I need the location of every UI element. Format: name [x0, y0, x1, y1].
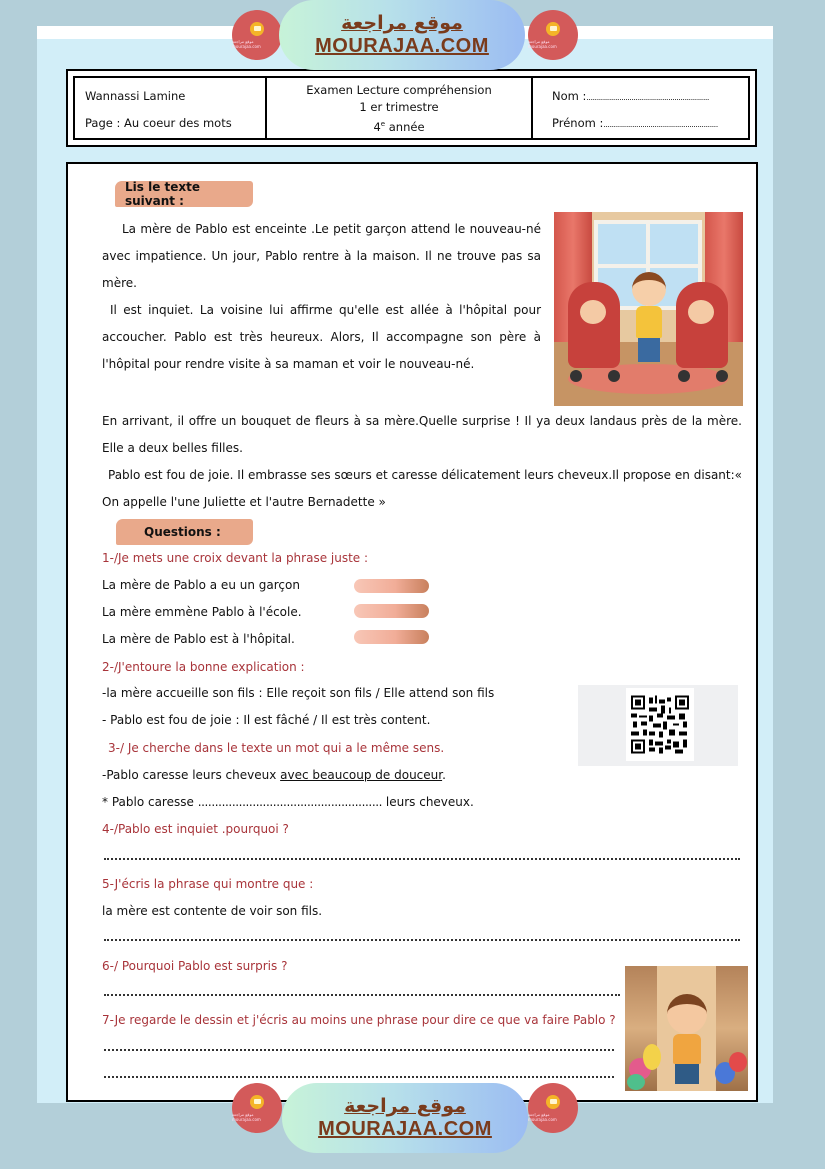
q5-prompt: la mère est contente de voir son fils.: [102, 904, 323, 918]
question-7-title: 7-Je regarde le dessin et j'écris au moins une phrase pour dire ce que va faire Pablo ?: [102, 1013, 616, 1027]
header-teacher-cell: [75, 78, 267, 138]
question-4-title: 4-/Pablo est inquiet .pourquoi ?: [102, 822, 289, 836]
brand-caption: موقع مراجعة mourajaa.com: [528, 1111, 557, 1122]
question-2-title: 2-/J'entoure la bonne explication :: [102, 660, 305, 674]
exam-title: Examen Lecture compréhension: [306, 83, 492, 97]
book-icon: [250, 1095, 264, 1109]
q3-sentence: -Pablo caresse leurs cheveux avec beaucoup de douceur.: [102, 768, 446, 782]
trimester: 1 er trimestre: [359, 100, 439, 114]
brand-arabic-title: موقع مراجعة: [344, 1095, 466, 1117]
brand-caption: موقع مراجعة mourajaa.com: [232, 1111, 261, 1122]
q7-answer-line-2[interactable]: [104, 1076, 614, 1078]
exam-body: [66, 162, 758, 1102]
book-icon: [546, 22, 560, 36]
exam-header: [66, 69, 757, 147]
teacher-name: Wannassi Lamine: [85, 89, 186, 103]
q4-answer-line[interactable]: [104, 858, 740, 860]
q2-item-2[interactable]: - Pablo est fou de joie : Il est fâché / Il est très content.: [102, 713, 431, 727]
brand-caption: موقع مراجعة mourajaa.com: [232, 38, 261, 49]
q3-answer-line[interactable]: * Pablo caresse ...................................................... leurs cheveux.: [102, 795, 474, 809]
header-student-cell: [533, 78, 748, 138]
brand-logo-right-bottom[interactable]: [528, 1083, 578, 1133]
brand-caption: موقع مراجعة mourajaa.com: [528, 38, 557, 49]
reading-paragraph-1: La mère de Pablo est enceinte .Le petit garçon attend le nouveau-né avec impatience. Un jour, Pablo rentre à la maison. Il ne trouve pas sa mère.: [102, 222, 541, 290]
question-3-title: 3-/ Je cherche dans le texte un mot qui a le même sens.: [108, 741, 445, 755]
prenom-field[interactable]: Prénom :........................................................: [552, 116, 718, 130]
twins-strollers-illustration: [554, 212, 743, 406]
reading-paragraph-3: En arrivant, il offre un bouquet de fleurs à sa mère.Quelle surprise ! Il ya deux landaus près de la mère. Elle a deux belles filles.: [102, 414, 742, 455]
q3-underlined-phrase: avec beaucoup de douceur: [280, 768, 443, 782]
brand-arabic-title: موقع مراجعة: [341, 12, 463, 34]
brand-logo-left-bottom[interactable]: [232, 1083, 282, 1133]
page-label: Page : Au coeur des mots: [85, 116, 232, 130]
question-6-title: 6-/ Pourquoi Pablo est surpris ?: [102, 959, 288, 973]
reading-paragraph-2: Il est inquiet. La voisine lui affirme qu'elle est allée à l'hôpital pour accoucher. Pablo est très heureux. Alors, Il accompagne son père à l'hôpital pour rendre visite à sa maman et voir le nouveau-né.: [102, 303, 541, 371]
brand-site-name: MOURAJAA.COM: [318, 1118, 492, 1140]
q2-item-1[interactable]: -la mère accueille son fils : Elle reçoit son fils / Elle attend son fils: [102, 686, 495, 700]
qr-code-panel: [578, 685, 738, 766]
q1-option-1: La mère de Pablo a eu un garçon: [102, 578, 300, 592]
reading-heading: Lis le texte suivant :: [115, 181, 253, 207]
brand-banner-top[interactable]: [279, 0, 525, 70]
brand-site-name: MOURAJAA.COM: [315, 35, 489, 57]
q5-answer-line[interactable]: [104, 939, 740, 941]
q1-option-3: La mère de Pablo est à l'hôpital.: [102, 632, 295, 646]
brand-logo-left-top[interactable]: [232, 10, 282, 60]
q6-answer-line[interactable]: [104, 994, 620, 996]
q7-answer-line-1[interactable]: [104, 1049, 614, 1051]
q1-checkbox-1[interactable]: [354, 579, 429, 593]
q1-option-2: La mère emmène Pablo à l'école.: [102, 605, 302, 619]
nom-field[interactable]: Nom :............................................................: [552, 89, 709, 103]
brand-logo-right-top[interactable]: [528, 10, 578, 60]
q1-checkbox-3[interactable]: [354, 630, 429, 644]
boy-toy-store-illustration: [625, 966, 748, 1091]
questions-heading: Questions :: [116, 519, 253, 545]
question-5-title: 5-J'écris la phrase qui montre que :: [102, 877, 314, 891]
book-icon: [250, 22, 264, 36]
header-title-cell: [267, 78, 533, 138]
brand-banner-bottom[interactable]: [282, 1083, 528, 1153]
question-1-title: 1-/Je mets une croix devant la phrase juste :: [102, 551, 369, 565]
qr-code[interactable]: [626, 688, 694, 761]
reading-paragraph-4: Pablo est fou de joie. Il embrasse ses sœurs et caresse délicatement leurs cheveux.Il propose en disant:« On appelle l'une Juliette et l'autre Bernadette »: [102, 468, 742, 509]
book-icon: [546, 1095, 560, 1109]
q1-checkbox-2[interactable]: [354, 604, 429, 618]
grade: 4e année: [373, 119, 425, 134]
